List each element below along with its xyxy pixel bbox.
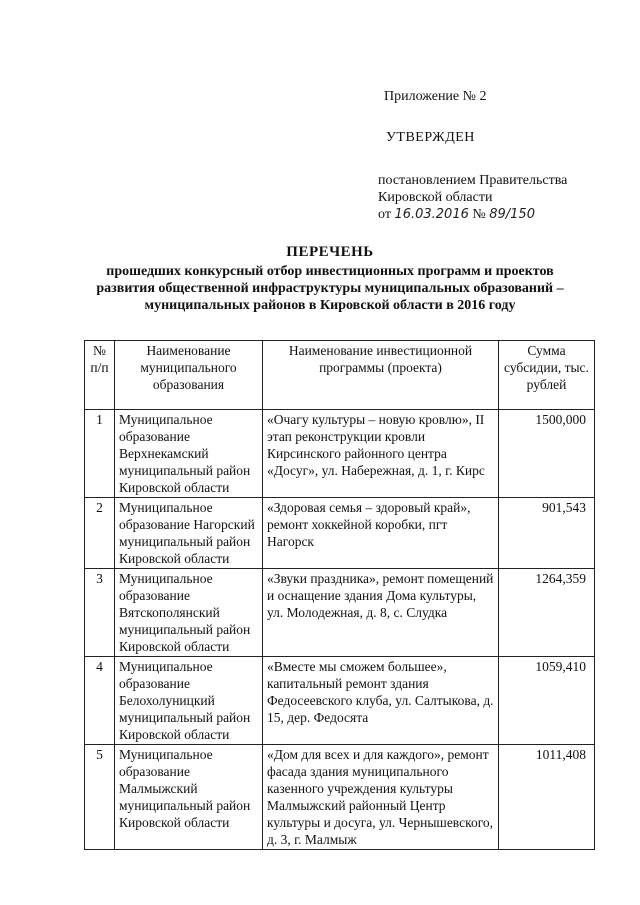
number-prefix: № — [472, 207, 486, 222]
table-header-row — [85, 341, 595, 410]
projects-table — [84, 340, 595, 850]
header-municipality: Наименование муниципального образования — [115, 341, 263, 410]
subtitle-line-1: прошедших конкурсный отбор инвестиционных программ и проектов — [106, 264, 554, 279]
approval-block — [378, 88, 567, 223]
table-row — [85, 569, 595, 657]
decree-block — [378, 172, 567, 223]
document-heading — [60, 244, 600, 314]
row-sum: 901,543 — [499, 498, 595, 569]
row-num: 5 — [85, 745, 115, 850]
decree-date-line — [378, 206, 567, 223]
row-sum: 1264,359 — [499, 569, 595, 657]
document-title: ПЕРЕЧЕНЬ — [286, 244, 374, 260]
approved-label: УТВЕРЖДЕН — [386, 130, 475, 145]
row-num: 3 — [85, 569, 115, 657]
header-program: Наименование инвестиционной программы (проекта) — [263, 341, 499, 410]
table-row — [85, 745, 595, 850]
row-num: 4 — [85, 657, 115, 745]
row-sum: 1011,408 — [499, 745, 595, 850]
row-municipality: Муниципальное образование Малмыжский муниципальный район Кировской области — [115, 745, 263, 850]
row-num: 1 — [85, 410, 115, 498]
subtitle-line-3: муниципальных районов в Кировской области в 2016 году — [144, 298, 516, 313]
row-program: «Очагу культуры – новую кровлю», II этап реконструкции кровли Кирсинского районного центра «Досуг», ул. Набережная, д. 1, г. Кирс — [263, 410, 499, 498]
appendix-label: Приложение № 2 — [384, 89, 487, 104]
table-row — [85, 410, 595, 498]
row-program: «Дом для всех и для каждого», ремонт фасада здания муниципального казенного учреждения культуры Малмыжский районный Центр культуры и досуга, ул. Чернышевского, д. 3, г. Малмыж — [263, 745, 499, 850]
table-row — [85, 498, 595, 569]
subtitle-line-2: развития общественной инфраструктуры муниципальных образований – — [96, 281, 564, 296]
row-municipality: Муниципальное образование Верхнекамский муниципальный район Кировской области — [115, 410, 263, 498]
row-program: «Звуки праздника», ремонт помещений и оснащение здания Дома культуры, ул. Молодежная, д. 8, с. Слудка — [263, 569, 499, 657]
decree-line-2: Кировской области — [378, 190, 493, 205]
row-sum: 1059,410 — [499, 657, 595, 745]
decree-number: 89/150 — [489, 207, 535, 222]
decree-line-1: постановлением Правительства — [378, 173, 568, 188]
header-sum: Сумма субсидии, тыс. рублей — [499, 341, 595, 410]
row-sum: 1500,000 — [499, 410, 595, 498]
row-municipality: Муниципальное образование Нагорский муниципальный район Кировской области — [115, 498, 263, 569]
row-num: 2 — [85, 498, 115, 569]
row-municipality: Муниципальное образование Вятскополянский муниципальный район Кировской области — [115, 569, 263, 657]
date-prefix: от — [378, 207, 391, 222]
table-row — [85, 657, 595, 745]
header-num: № п/п — [85, 341, 115, 410]
row-program: «Здоровая семья – здоровый край», ремонт хоккейной коробки, пгт Нагорск — [263, 498, 499, 569]
decree-date: 16.03.2016 — [394, 207, 469, 222]
row-municipality: Муниципальное образование Белохолуницкий муниципальный район Кировской области — [115, 657, 263, 745]
row-program: «Вместе мы сможем большее», капитальный ремонт здания Федосеевского клуба, ул. Салтыкова, д. 15, дер. Федосята — [263, 657, 499, 745]
